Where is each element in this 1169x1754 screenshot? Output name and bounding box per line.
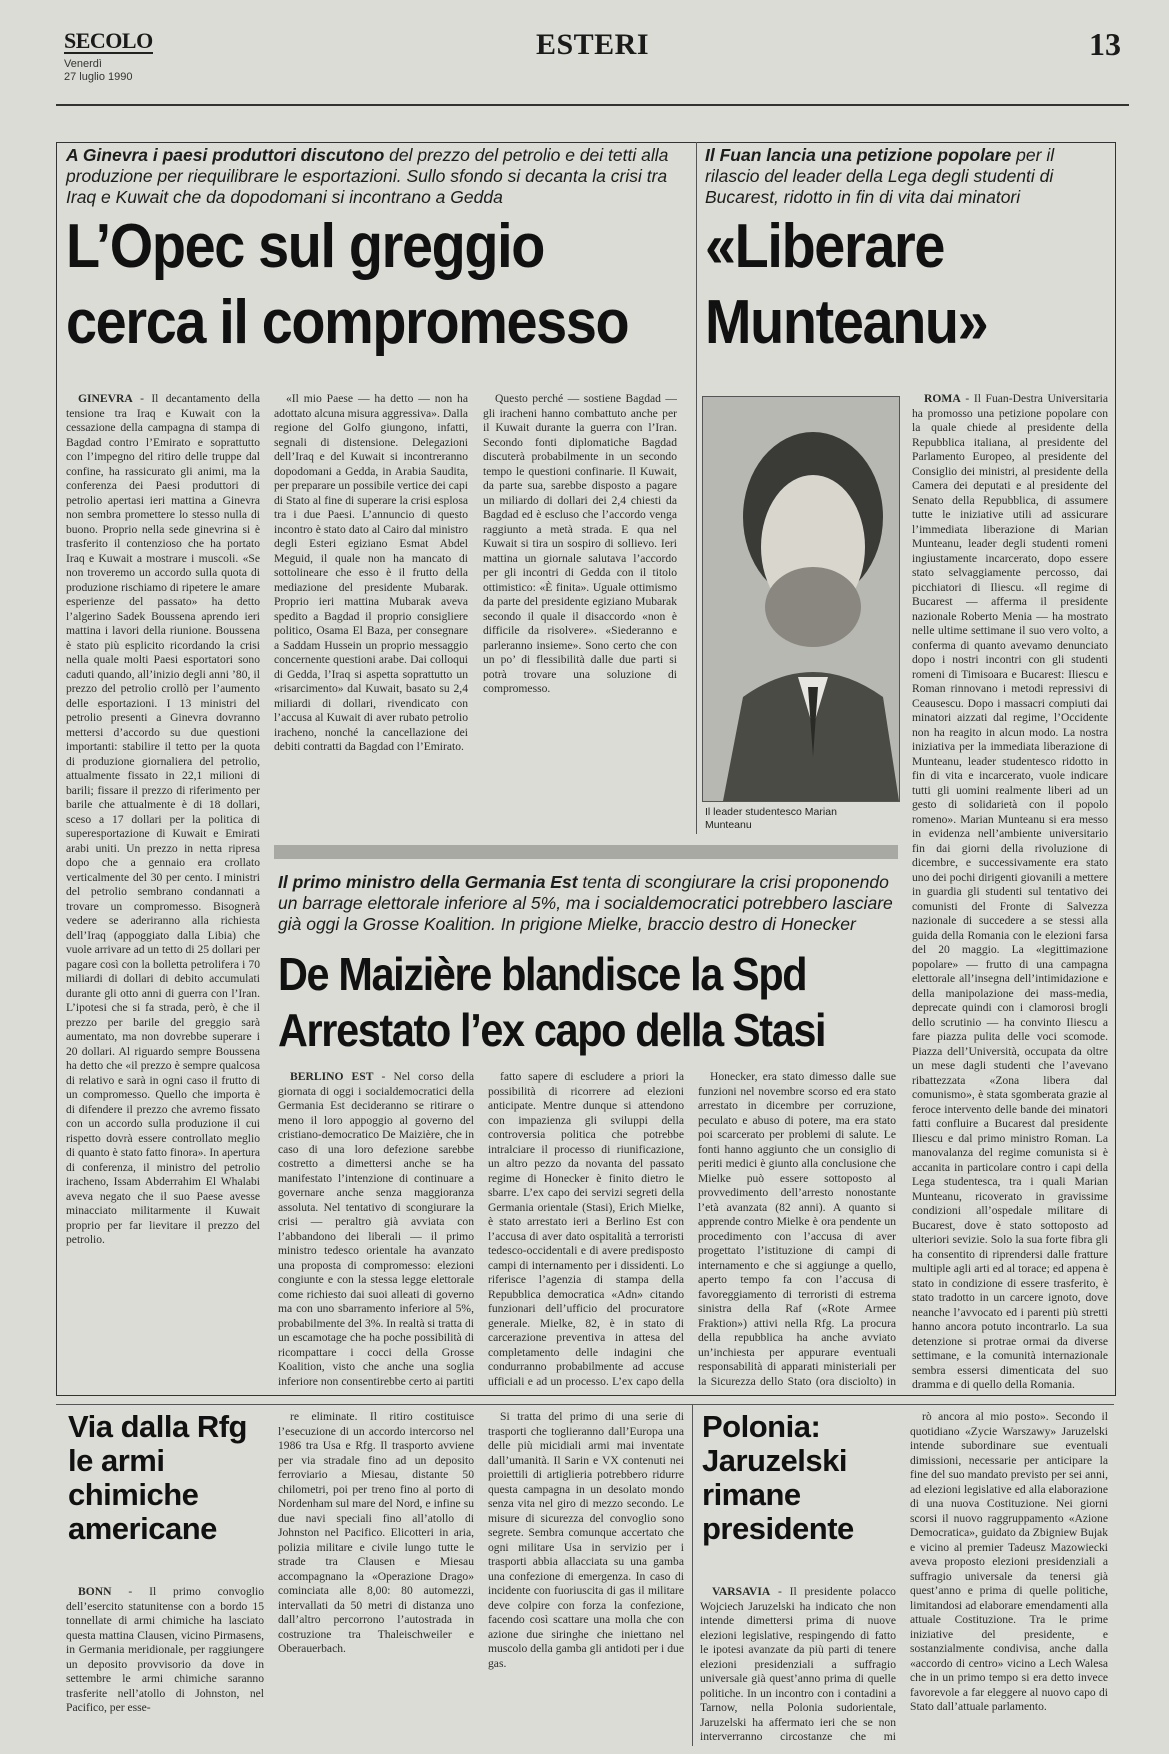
munteanu-column-text: - Il Fuan-Destra Universitaria ha promosso una petizione popolare con la quale chiede al presidente della Repubblica italiana, al presidente del Parlamento Europeo, al presidente del Consiglio dei ministri, al presidente della Camera dei deputati e al presidente del Senato della Repubblica, di assumere tutte le iniziative utili ad assicurare l’immediata liberazione di Marian Munteanu, leader degli studenti romeni ingiustamente incarcerato, dopo essere stato selvaggiamente percosso, dai picchiatori di Iliescu. «Il regime di Bucarest — afferma il presidente nazionale Roberto Menia — ha mostrato nelle ultime settimane il suo vero volto, a conferma di quanto avevamo denunciato dopo i nostri incontri con gli studenti romeni di Timisoara e Bucarest: Iliescu e Roman rinnovano i metodi repressivi di Ceausescu. Dopo i massacri compiuti dai minatori aizzati dal regime, l’Occidente non ha reagito in alcun modo. La nostra iniziativa per la immediata liberazione di Munteanu, leader studentesco ridotto in fin di vita e incarcerato, vuole indicare tutti gli uomini realmente liberi ad un gesto di solidarietà con il popolo romeno». Marian Munteanu si era messo in evidenza nell’ambiente universitario fin dai giorni della rivoluzione di dicembre, e successivamente era stato uno dei pochi dirigenti giovanili a mettere in guardia gli studenti sul tentativo dei comunisti del Fronte di Salvezza nazionale di succedere a se stessi alla guida della Romania con le elezioni farsa del 20 maggio. La «legittimazione popolare» — frutto di una campagna elettorale all’insegna dell’intimidazione e della manipolazione dei mass-media, deprecate quindi con i clamorosi brogli dello scrutinio — ha convinto Iliescu a fare piazza pulita delle voci scomode. Piazza dell’Università, occupata da oltre un mese dagli studenti che l’avevano ribattezzata «Zona libera dal comunismo», è stata sgomberata grazie al feroce intervento delle bande dei minatori fatti confluire a Bucarest dal presidente Iliescu e dal primo ministro Roman. La manovalanza del regime comunista si è accanita in particolare contro i capi della Lega studentesca, tra i quali Marian Munteanu, ricoverato in gravissime condizioni all’ospedale militare di Bucarest, dove è stato sottoposto ad ulteriori sevizie. Solo la sua forte fibra gli ha consentito di riprendersi dalle fratture multiple agli arti ed al torace; ed appena è stato in condizione di essere trasferito, è stato tradotto in un carcere ignoto, dove neanche l’avvocato ed i parenti più stretti hanno ancora potuto incontrarlo. La sua detenzione si protrae ormai da diverse settimane, e la comunità internazionale sembra essersi dimenticata del suo dramma e di quello della Romania. (912, 392, 1108, 1391)
opec-column-3-text: Questo perché — sostiene Bagdad — gli iracheni hanno combattuto anche per il Kuwait durante la guerra con l’Iran. Secondo fonti diplomatiche Bagdad discuterà probabilmente in un secondo tempo le questioni confinarie. Il Kuwait, da parte sua, sarebbe disposto a pagare un miliardo di dollari dei 2,4 chiesti da Bagdad ed è escluso che l’accordo venga raggiunto a metà strada. E qua nel Kuwait si tira un sospiro di sollievo. Ieri mattina un giornale salutava l’accordo per gli incontri di Gedda con il titolo ottimistico: «È finita». Uguale ottimismo da parte del presidente egiziano Mubarak secondo il quale il disaccordo «non è difficile da risolvere». «Siederanno e parleranno insieme». Sono certo che con un po’ di flessibilità dalle due parti si potrà trovare una soluzione di compromesso. (483, 392, 677, 695)
section-title: ESTERI (535, 28, 650, 61)
munteanu-photo (702, 396, 900, 802)
rfg-dateline-city: BONN (78, 1585, 112, 1598)
rfg-column-3-text: Si tratta del primo di una serie di trasporti che toglieranno dall’Europa una delle più micidiali armi mai inventate dall’umanità. Il Sarin e VX contenuti nei proiettili di artiglieria potrebbero ridurre questa campagna in un desolato mondo senza vita nel giro di mezzo secondo. Le misure di sicurezza del convoglio sono segrete. Sembra comunque accertato che ogni militare Usa in servizio per i trasporti abbia allacciata su una gamba una confezione di emergenza. In caso di incidente con fuoriuscita di gas il militare deve colpire con forza la confezione, facendo così scattare una molla che con azione due siringhe che iniettano nel muscolo della gamba gli antidoti per i due gas. (488, 1410, 684, 1670)
polonia-divider (692, 1404, 693, 1746)
germania-column-1 (278, 1070, 474, 1390)
germania-headline-line2: Arrestato l’ex capo della Stasi (278, 1004, 826, 1056)
rfg-column-3 (488, 1410, 684, 1745)
germania-headline-line1: De Maizière blandisce la Spd (278, 948, 807, 1000)
germania-column-3 (698, 1070, 896, 1390)
newspaper-logo: SECOLO (64, 28, 153, 53)
opec-headline-line2: cerca il compromesso (66, 288, 629, 357)
opec-kicker (66, 145, 676, 208)
rfg-column-2 (278, 1410, 474, 1745)
masthead (64, 22, 1121, 92)
opec-column-1 (66, 392, 260, 1392)
germania-column-1-text: - Nel corso della giornata di oggi i socialdemocratici della Germania Est decideranno se ritirare o meno il loro appoggio al governo del cristiano-democratico De Maizière, che in caso di una loro defezione sarebbe costretto a dimettersi anche se ha manifestato l’intenzione di continuare a governare anche senza maggioranza assoluta. Nel tentativo di scongiurare la crisi — peraltro già avviata con l’abbandono dei liberali — il primo ministro tedesco orientale ha avanzato una proposta di compromesso: elezioni congiunte e con la stessa legge elettorale come richiesto dai suoi alleati di governo ma con uno sbarramento inferiore al 5%, probabilmente del 3%. In realtà si tratta di un escamotage che ha poche possibilità di ricompattare i cocci della Grosse Koalition, visto che anche una soglia inferiore non consentirebbe certo ai partiti (278, 1070, 474, 1388)
germania-column-3-text: Honecker, era stato dimesso dalle sue funzioni nel novembre scorso ed era stato arrestato in dicembre per corruzione, peculato e abuso di potere, ma era stato poi scarcerato per problemi di salute. Le fonti hanno aggiunto che un consiglio di periti medici è giunto alla conclusione che Mielke può essere sottoposto al provvedimento dell’arresto nonostante l’età avanzata (82 anni). A quanto si apprende contro Mielke è ora pendente un procedimento con l’accusa di aver progettato l’istituzione di campi di internamento e che si aggiunge a quello, aperto tempo fa con l’accusa di favoreggiamento di terroristi di estrema sinistra della Raf («Rote Armee Fraktion») attivi nella Rfg. La procura della repubblica ha anche avviato un’inchiesta per appurare eventuali responsabilità di apparati ministeriali per la Sicurezza dello Stato (ora disciolto) in (698, 1070, 896, 1388)
munteanu-headline-line1: «Liberare (705, 212, 945, 281)
germania-kicker-bold: Il primo ministro della Germania Est (278, 872, 578, 892)
opec-dateline-city: GINEVRA (78, 392, 133, 405)
munteanu-headline-line2: Munteanu» (705, 288, 988, 357)
polonia-column-1-text: - Il presidente polacco Wojciech Jaruzelski ha indicato che non intende dimettersi prima di nuove elezioni legislative, respingendo di fatto le ipotesi avanzate da più parti di tenere elezioni presidenziali a suffragio universale già quest’anno prima di quelle politiche. In un incontro con i contadini a Tarnow, nella Polonia sudorientale, Jaruzelski ha affermato ieri che se non interverranno circostanze che mi (700, 1585, 896, 1743)
column-divider (696, 142, 697, 834)
germania-kicker-rest: tenta di scongiurare la crisi proponendo un barrage elettorale inferiore al 5%, ma i socialdemocratici potrebbero lasciare già oggi la Grosse Koalition. In prigione Mielke, braccio destro di Honecker (278, 872, 893, 934)
rfg-headline: Via dalla Rfg le armi chimiche americane (68, 1409, 247, 1546)
germania-kicker (278, 872, 898, 935)
rfg-column-2-text: re eliminate. Il ritiro costituisce l’esecuzione di un accordo intercorso nel 1986 tra Usa e Rfg. Il trasporto avviene per via stradale fino ad un deposito ferroviario a Miesau, distante 50 chilometri, poi per treno fino al porto di Nordenham sul mare del Nord, e infine su due navi speciali fino all’atollo di Johnston nel Pacifico. Elicotteri in aria, polizia militare e civile lungo tutte le strade tra Clausen e Miesau accompagnano la «Operazione Drago» cominciata alle 8,00: 80 automezzi, intervallati da 50 metri di distanza uno dall’altro percorrono l’autostrada in costruzione tra Thaleischweiler e Oberauerbach. (278, 1410, 474, 1655)
opec-column-3 (483, 392, 677, 828)
polonia-column-1 (700, 1585, 896, 1745)
masthead-rule (56, 104, 1129, 106)
opec-kicker-rest: del prezzo del petrolio e dei tetti alla produzione per riequilibrare le esportazioni. Sullo sfondo si decanta la crisi tra Iraq e Kuwait che da dopodomani si incontrano a Gedda (66, 145, 669, 207)
germania-column-2-text: fatto sapere di escludere a priori la possibilità di ricorrere ad elezioni anticipate. Mentre dunque si attendono con impazienza gli sviluppi della controversia politica che potrebbe intralciare il processo di riunificazione, un altro pezzo da novanta del passato regime di Honecker è finito dietro le sbarre. L’ex capo dei servizi segreti della Germania orientale (Stasi), Erich Mielke, è stato arrestato ieri a Berlino Est con l’accusa di aver dato ospitalità a terroristi tedesco-occidentali e di avere predisposto campi di internamento per i dissidenti. Lo riferisce l’agenzia di stampa della Repubblica democratica «Adn» citando funzionari dell’ufficio del procuratore generale. Mielke, 82, è in stato di carcerazione preventiva in attesa del completamento delle indagini che condurranno probabilmente ad accuse ufficiali e ad un processo. L’ex capo della (488, 1070, 684, 1388)
munteanu-kicker-rest: per il rilascio del leader della Lega degli studenti di Bucarest, ridotto in fin di vita dai minatori (705, 145, 1055, 207)
munteanu-kicker-bold: Il Fuan lancia una petizione popolare (705, 145, 1012, 165)
page-number: 13 (1089, 26, 1121, 62)
issue-date: 27 luglio 1990 (64, 71, 133, 83)
munteanu-kicker (705, 145, 1105, 208)
munteanu-photo-caption: Il leader studentesco Marian Munteanu (705, 806, 837, 831)
munteanu-column (912, 392, 1108, 1392)
opec-kicker-bold: A Ginevra i paesi produttori discutono (66, 145, 385, 165)
opec-column-2 (274, 392, 468, 828)
issue-day: Venerdì (64, 58, 102, 70)
opec-headline-line1: L’Opec sul greggio (66, 212, 544, 281)
germania-column-2 (488, 1070, 684, 1390)
portrait-image (703, 397, 899, 801)
munteanu-dateline-city: ROMA (924, 392, 961, 405)
rfg-column-1-text: - Il primo convoglio dell’esercito statunitense con a bordo 15 tonnellate di armi chimiche ha lasciato questa mattina Clausen, vicino Pirmasens, in Germania meridionale, per raggiungere un deposito provvisorio da dove in settembre le armi chimiche saranno trasferite nell’atollo di Johnston, nel Pacifico, per esse- (66, 1585, 264, 1714)
germania-dateline-city: BERLINO EST (290, 1070, 374, 1083)
opec-column-2-text: «Il mio Paese — ha detto — non ha adottato alcuna misura aggressiva». Dalla regione del Golfo giungono, infatti, segnali di distensione. Delegazioni dell’Iraq e del Kuwait si incontreranno dopodomani a Gedda, in Arabia Saudita, per preparare un possibile vertice dei capi di Stato al fine di superare la crisi esplosa tra i due Paesi. L’annuncio di questo incontro è stato dato al Cairo dal ministro degli Esteri egiziano Esmat Abdel Meguid, il quale non ha mancato di sottolineare che esso è il frutto della mediazione del presidente Mubarak. Proprio ieri mattina Mubarak aveva spedito a Bagdad il proprio consigliere politico, Osama El Baza, per consegnare a Saddam Hussein un proprio messaggio concernente questioni arabe. Dai colloqui di Gedda, l’Iraq si aspetta soprattutto un «risarcimento» dal Kuwait, basato su 2,4 miliardi di dollari, rivendicato con l’accusa al Kuwait di aver rubato petrolio iracheno, nonché la cancellazione dei debiti contratti da Bagdad con l’Emirato. (274, 392, 468, 753)
germania-top-bar (274, 845, 898, 859)
polonia-column-2-text: rò ancora al mio posto». Secondo il quotidiano «Zycie Warszawy» Jaruzelski intende subordinare sue eventuali dimissioni, necessarie per anticipare la fine del suo mandato previsto per sei anni, ad elezioni legislative ed alla elaborazione di una nuova Costituzione. Nei giorni scorsi il nuovo raggruppamento «Azione Democratica», guidato da Zbigniew Bujak e vicino al premier Tadeusz Mazowiecki aveva proposto elezioni presidenziali a suffragio universale da tenersi già quest’anno e prima di quelle politiche, limitandosi ad elaborare emendamenti alla attuale Costituzione. Tra le prime iniziative del presidente, e sostanzialmente condivisa, anche dalla «accordo di centro» vicino a Lech Walesa che in un primo tempo si era detto invece favorevole a far eleggere al nuovo capo di Stato dall’attuale parlamento. (910, 1410, 1108, 1713)
bottom-separator (56, 1404, 1114, 1405)
rfg-column-1 (66, 1585, 264, 1745)
polonia-headline: Polonia: Jaruzelski rimane presidente (702, 1409, 854, 1546)
polonia-column-2 (910, 1410, 1108, 1745)
polonia-dateline-city: VARSAVIA (712, 1585, 771, 1598)
opec-column-1-text: - Il decantamento della tensione tra Iraq e Kuwait con la cessazione della campagna di stampa di Bagdad contro l’Emirato e soprattutto con l’impegno del ritiro delle truppe dal confine, ha rassicurato gli animi, ma la conferenza dei Paesi produttori di petrolio apertasi ieri mattina a Ginevra non sembra promettere lo stesso nulla di buono. Proprio nella sede ginevrina si è trasferito il contenzioso che ha portato Iraq e Kuwait a mostrare i muscoli. «Se non troveremo un accordo sulla quota di produzione rischiamo di ripetere le amare esperienze del passato» ha detto l’algerino Sadek Boussena aprendo ieri mattina i lavori della riunione. Boussena è stato più esplicito ricordando la crisi nella quale molti Paesi esportatori sono caduti quando, all’inizio degli anni ’80, il prezzo del petrolio crollò per l’aumento delle esportazioni. I 13 ministri del petrolio presenti a Ginevra dovranno mettersi d’accordo su due questioni importanti: stabilire il tetto per la quota di produzione giornaliera del petrolio, attualmente fissato in 22,1 milioni di barili; fissare il prezzo di riferimento per barile che attualmente è di 18 dollari, sceso a 17 dollari per la politica di superesportazione di Kuwait e Emirati arabi uniti. Un prezzo in netta ripresa dopo che a gennaio era crollato verticalmente del 30 per cento. I ministri del petrolio sembrano condannati a trovare un compromesso. Bisognerà vedere se aderiranno alla richiesta dell’Iraq (appoggiato dalla Libia) che vuole arrivare ad un tetto di 25 dollari per pagare così con la bolletta petrolifera i 70 miliardi di dollari di debito accumulati durante gli otto anni di guerra con l’Iran. L’ipotesi che si fa strada, però, è che il prezzo per barile del greggio sarà aumentato, ma non dovrebbe superare i 20 dollari. Al riguardo sempre Boussena ha detto che «il prezzo è sempre qualcosa di relativo e sarà in ogni caso il frutto di un compromesso. Quello che importa è di difendere il prezzo che avremo fissato con un accordo sulla produzione il cui rispetto dovrà essere controllato meglio di quanto è stato fatto finora». In apertura di conferenza, il ministro del petrolio iracheno, Issam Abderrahim El Whalabi aveva negato che il suo Paese avesse minacciato militarmente il Kuwait proprio per far lievitare il prezzo del petrolio. (66, 392, 260, 1246)
